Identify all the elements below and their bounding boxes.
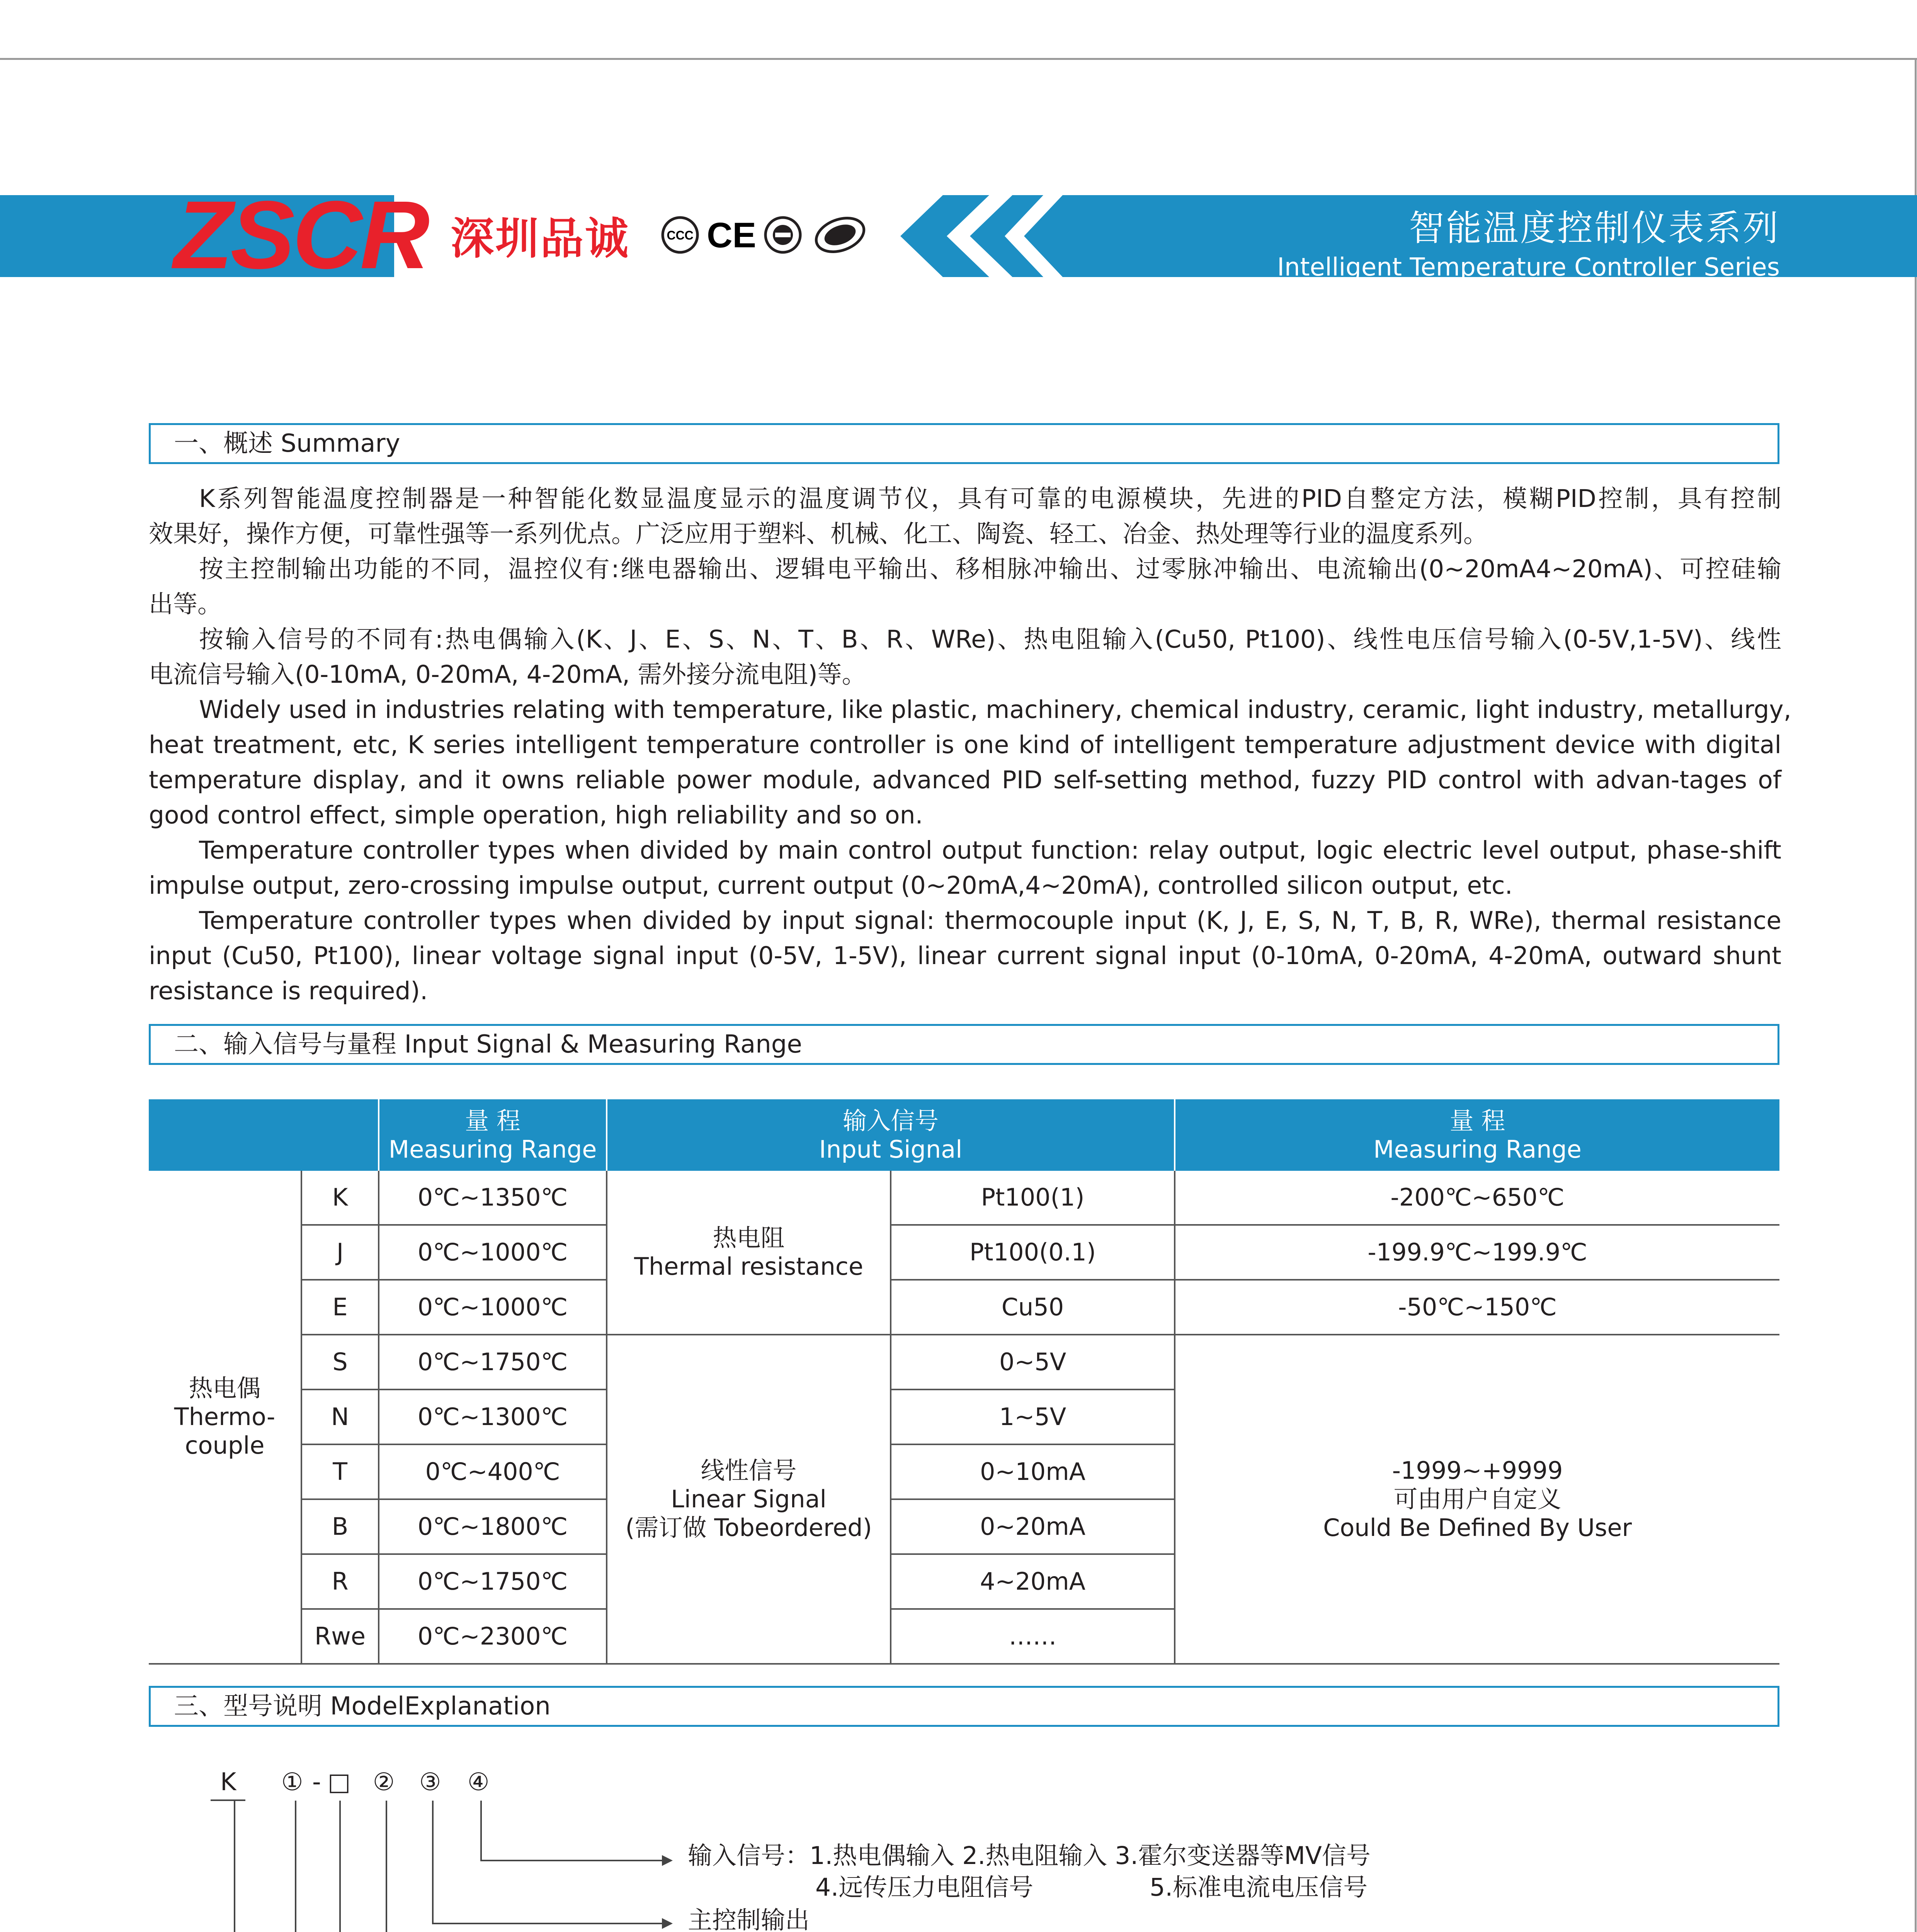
tc-range-cell: 0℃~1750℃	[379, 1335, 607, 1389]
linear-range-cn: 可由用户自定义	[1393, 1485, 1561, 1513]
ce-cert-icon	[707, 216, 756, 255]
page-frame-right	[1915, 58, 1917, 1932]
svg-text:CCC: CCC	[667, 228, 694, 242]
tc-type-cell: Rwe	[301, 1609, 379, 1664]
tc-range-cell: 0℃~1750℃	[379, 1554, 607, 1609]
header-range-cn: 量 程	[465, 1106, 520, 1135]
summary-p1-line2: 效果好，操作方便，可靠性强等一系列优点。广泛应用于塑料、机械、化工、陶瓷、轻工、冶金、热处理等行业的温度系列。	[149, 520, 1488, 548]
brand-rest: ZSCR	[173, 181, 428, 289]
section-model-title: 三、型号说明 ModelExplanation	[149, 1686, 1779, 1727]
tc-type-cell: B	[301, 1499, 379, 1554]
rtd-signal-cell: Cu50	[891, 1280, 1175, 1335]
leader-2-vertical	[386, 1801, 387, 1932]
input-signal-table	[149, 1099, 1779, 1665]
model-code-4: ④	[468, 1768, 490, 1796]
leader-4-vertical	[480, 1801, 482, 1861]
linear-label-cell	[607, 1335, 891, 1664]
summary-p5-line1: Temperature controller types when divided by main control output function: relay output, logic electric level output, phase-shift	[199, 836, 1781, 864]
tc-range-cell: 0℃~1800℃	[379, 1499, 607, 1554]
model-code-dash: -	[312, 1768, 321, 1796]
brand-logo-letters	[106, 181, 428, 289]
thermocouple-cn: 热电偶	[189, 1374, 261, 1402]
rtd-range-cell: -50℃~150℃	[1175, 1280, 1779, 1335]
header-title-cn: 智能温度控制仪表系列	[1408, 207, 1780, 249]
tc-type-cell: R	[301, 1554, 379, 1609]
input-signal-line2b: 5.标准电流电压信号	[1150, 1873, 1368, 1901]
summary-p6-line2: input (Cu50, Pt100), linear voltage signal input (0-5V, 1-5V), linear current signal input (0-10mA, 0-20mA, 4-20mA, outward shunt	[149, 942, 1781, 970]
tc-range-cell: 0℃~400℃	[379, 1444, 607, 1499]
brand-k: K	[106, 181, 174, 289]
summary-p4-line2: heat treatment, etc, K series intelligent temperature controller is one kind of intelligent temperature adjustment device with digital	[149, 731, 1781, 759]
rtd-signal-cell: Pt100(0.1)	[891, 1225, 1175, 1280]
thermocouple-en2: couple	[185, 1431, 265, 1459]
rohs-cert-icon	[764, 216, 802, 254]
rtd-label-cell	[607, 1171, 891, 1335]
rtd-range-cell: -200℃~650℃	[1175, 1171, 1779, 1225]
tc-range-cell: 0℃~1300℃	[379, 1389, 607, 1444]
summary-p4-line4: good control effect, simple operation, high reliability and so on.	[149, 801, 923, 829]
summary-p3-line1: 按输入信号的不同有:热电偶输入(K、J、E、S、N、T、B、R、WRe)、热电阻输入(Cu50, Pt100)、线性电压信号输入(0-5V,1-5V)、线性	[199, 625, 1781, 653]
table-header-range2	[1175, 1099, 1779, 1171]
model-code-1: ①	[281, 1768, 303, 1796]
summary-p4-line3: temperature display, and it owns reliable power module, advanced PID self-setting method, fuzzy PID control with advan-tages of	[149, 766, 1781, 794]
leader-3-vertical	[432, 1801, 434, 1924]
linear-range-en: Could Be Defined By User	[1323, 1514, 1632, 1542]
linear-en: Linear Signal	[671, 1485, 827, 1513]
header-title-en: Intelligent Temperature Controller Series	[1277, 253, 1780, 282]
certification-marks	[661, 216, 867, 254]
thermocouple-label-cell	[149, 1171, 301, 1664]
linear-range-value: -1999~+9999	[1392, 1456, 1563, 1485]
linear-range-cell	[1175, 1335, 1779, 1664]
main-output-title: 主控制输出	[688, 1906, 810, 1932]
header-titles	[1277, 195, 1780, 282]
leader-k-vertical	[234, 1801, 235, 1932]
leader-4-horizontal	[480, 1860, 662, 1861]
model-code-box: □	[328, 1768, 351, 1796]
header-range-en: Measuring Range	[388, 1135, 597, 1163]
tc-type-cell: E	[301, 1280, 379, 1335]
page-frame-top	[0, 58, 1917, 60]
code-k-underline	[211, 1799, 245, 1801]
header-signal-cn: 输入信号	[843, 1106, 939, 1135]
tc-type-cell: T	[301, 1444, 379, 1499]
rtd-range-cell: -199.9℃~199.9℃	[1175, 1225, 1779, 1280]
rtd-en: Thermal resistance	[634, 1252, 863, 1281]
rtd-signal-cell: Pt100(1)	[891, 1171, 1175, 1225]
svg-text:CE: CE	[707, 216, 756, 255]
summary-p6-line3: resistance is required).	[149, 977, 428, 1005]
linear-signal-cell: 0~10mA	[891, 1444, 1175, 1499]
table-row	[149, 1335, 1779, 1389]
linear-signal-cell: 0~5V	[891, 1335, 1175, 1389]
tc-type-cell: S	[301, 1335, 379, 1389]
input-signal-line2: 4.远传压力电阻信号	[815, 1873, 1034, 1901]
leader-box-vertical	[339, 1801, 341, 1932]
arrow-right-icon	[662, 1918, 673, 1929]
summary-p2-line2: 出等。	[149, 590, 222, 618]
model-code-k: K	[220, 1768, 236, 1796]
tc-range-cell: 0℃~1000℃	[379, 1280, 607, 1335]
table-row	[149, 1225, 1779, 1280]
tc-range-cell: 0℃~1000℃	[379, 1225, 607, 1280]
double-chevron-icon	[900, 195, 1063, 277]
linear-signal-cell: 4~20mA	[891, 1554, 1175, 1609]
tc-type-cell: N	[301, 1389, 379, 1444]
header-range2-cn: 量 程	[1449, 1106, 1505, 1135]
brand-logo	[106, 181, 867, 289]
section-input-signal-title: 二、输入信号与量程 Input Signal & Measuring Range	[149, 1024, 1779, 1065]
table-header-signal	[607, 1099, 1175, 1171]
table-row	[149, 1280, 1779, 1335]
header-signal-en: Input Signal	[819, 1135, 963, 1163]
brand-chinese-name: 深圳品诚	[451, 213, 630, 264]
linear-signal-cell: 0~20mA	[891, 1499, 1175, 1554]
summary-p1-line1: K系列智能温度控制器是一种智能化数显温度显示的温度调节仪，具有可靠的电源模块，先进的PID自整定方法，模糊PID控制，具有控制	[199, 485, 1781, 513]
model-code-3: ③	[419, 1768, 441, 1796]
header-range2-en: Measuring Range	[1373, 1135, 1582, 1163]
tc-type-cell: K	[301, 1171, 379, 1225]
cmc-cert-icon	[813, 216, 867, 254]
summary-p4-line1: Widely used in industries relating with temperature, like plastic, machinery, chemical industry, ceramic, light industry, metallurgy,	[199, 696, 1791, 724]
linear-signal-cell: 1~5V	[891, 1389, 1175, 1444]
summary-body	[149, 481, 1791, 1009]
tc-range-cell: 0℃~1350℃	[379, 1171, 607, 1225]
tc-type-cell: J	[301, 1225, 379, 1280]
summary-p3-line2: 电流信号输入(0-10mA, 0-20mA, 4-20mA, 需外接分流电阻)等。	[149, 660, 866, 689]
table-row	[149, 1171, 1779, 1225]
table-header-row	[149, 1099, 1779, 1171]
linear-signal-cell: ……	[891, 1609, 1175, 1664]
model-code-2: ②	[373, 1768, 395, 1796]
ccc-cert-icon	[661, 216, 699, 254]
thermocouple-en1: Thermo-	[174, 1403, 276, 1431]
leader-1-vertical	[295, 1801, 296, 1932]
section-summary-title: 一、概述 Summary	[149, 423, 1779, 464]
table-header-blank	[149, 1099, 379, 1171]
summary-p5-line2: impulse output, zero-crossing impulse output, current output (0~20mA,4~20mA), controlled silicon output, etc.	[149, 871, 1513, 900]
summary-p6-line1: Temperature controller types when divided by input signal: thermocouple input (K, J, E, S, N, T, B, R, WRe), thermal resistance	[199, 906, 1781, 935]
linear-note: (需订做 Tobeordered)	[625, 1514, 872, 1542]
rtd-cn: 热电阻	[713, 1224, 785, 1252]
input-signal-title: 输入信号：1.热电偶输入 2.热电阻输入 3.霍尔变送器等MV信号	[688, 1842, 1371, 1870]
summary-p2-line1: 按主控制输出功能的不同，温控仪有:继电器输出、逻辑电平输出、移相脉冲输出、过零脉冲输出、电流输出(0~20mA4~20mA)、可控硅输	[199, 555, 1781, 583]
table-header-range	[379, 1099, 607, 1171]
arrow-right-icon	[662, 1855, 673, 1866]
leader-3-horizontal	[432, 1923, 662, 1924]
tc-range-cell: 0℃~2300℃	[379, 1609, 607, 1664]
linear-cn: 线性信号	[701, 1456, 797, 1485]
